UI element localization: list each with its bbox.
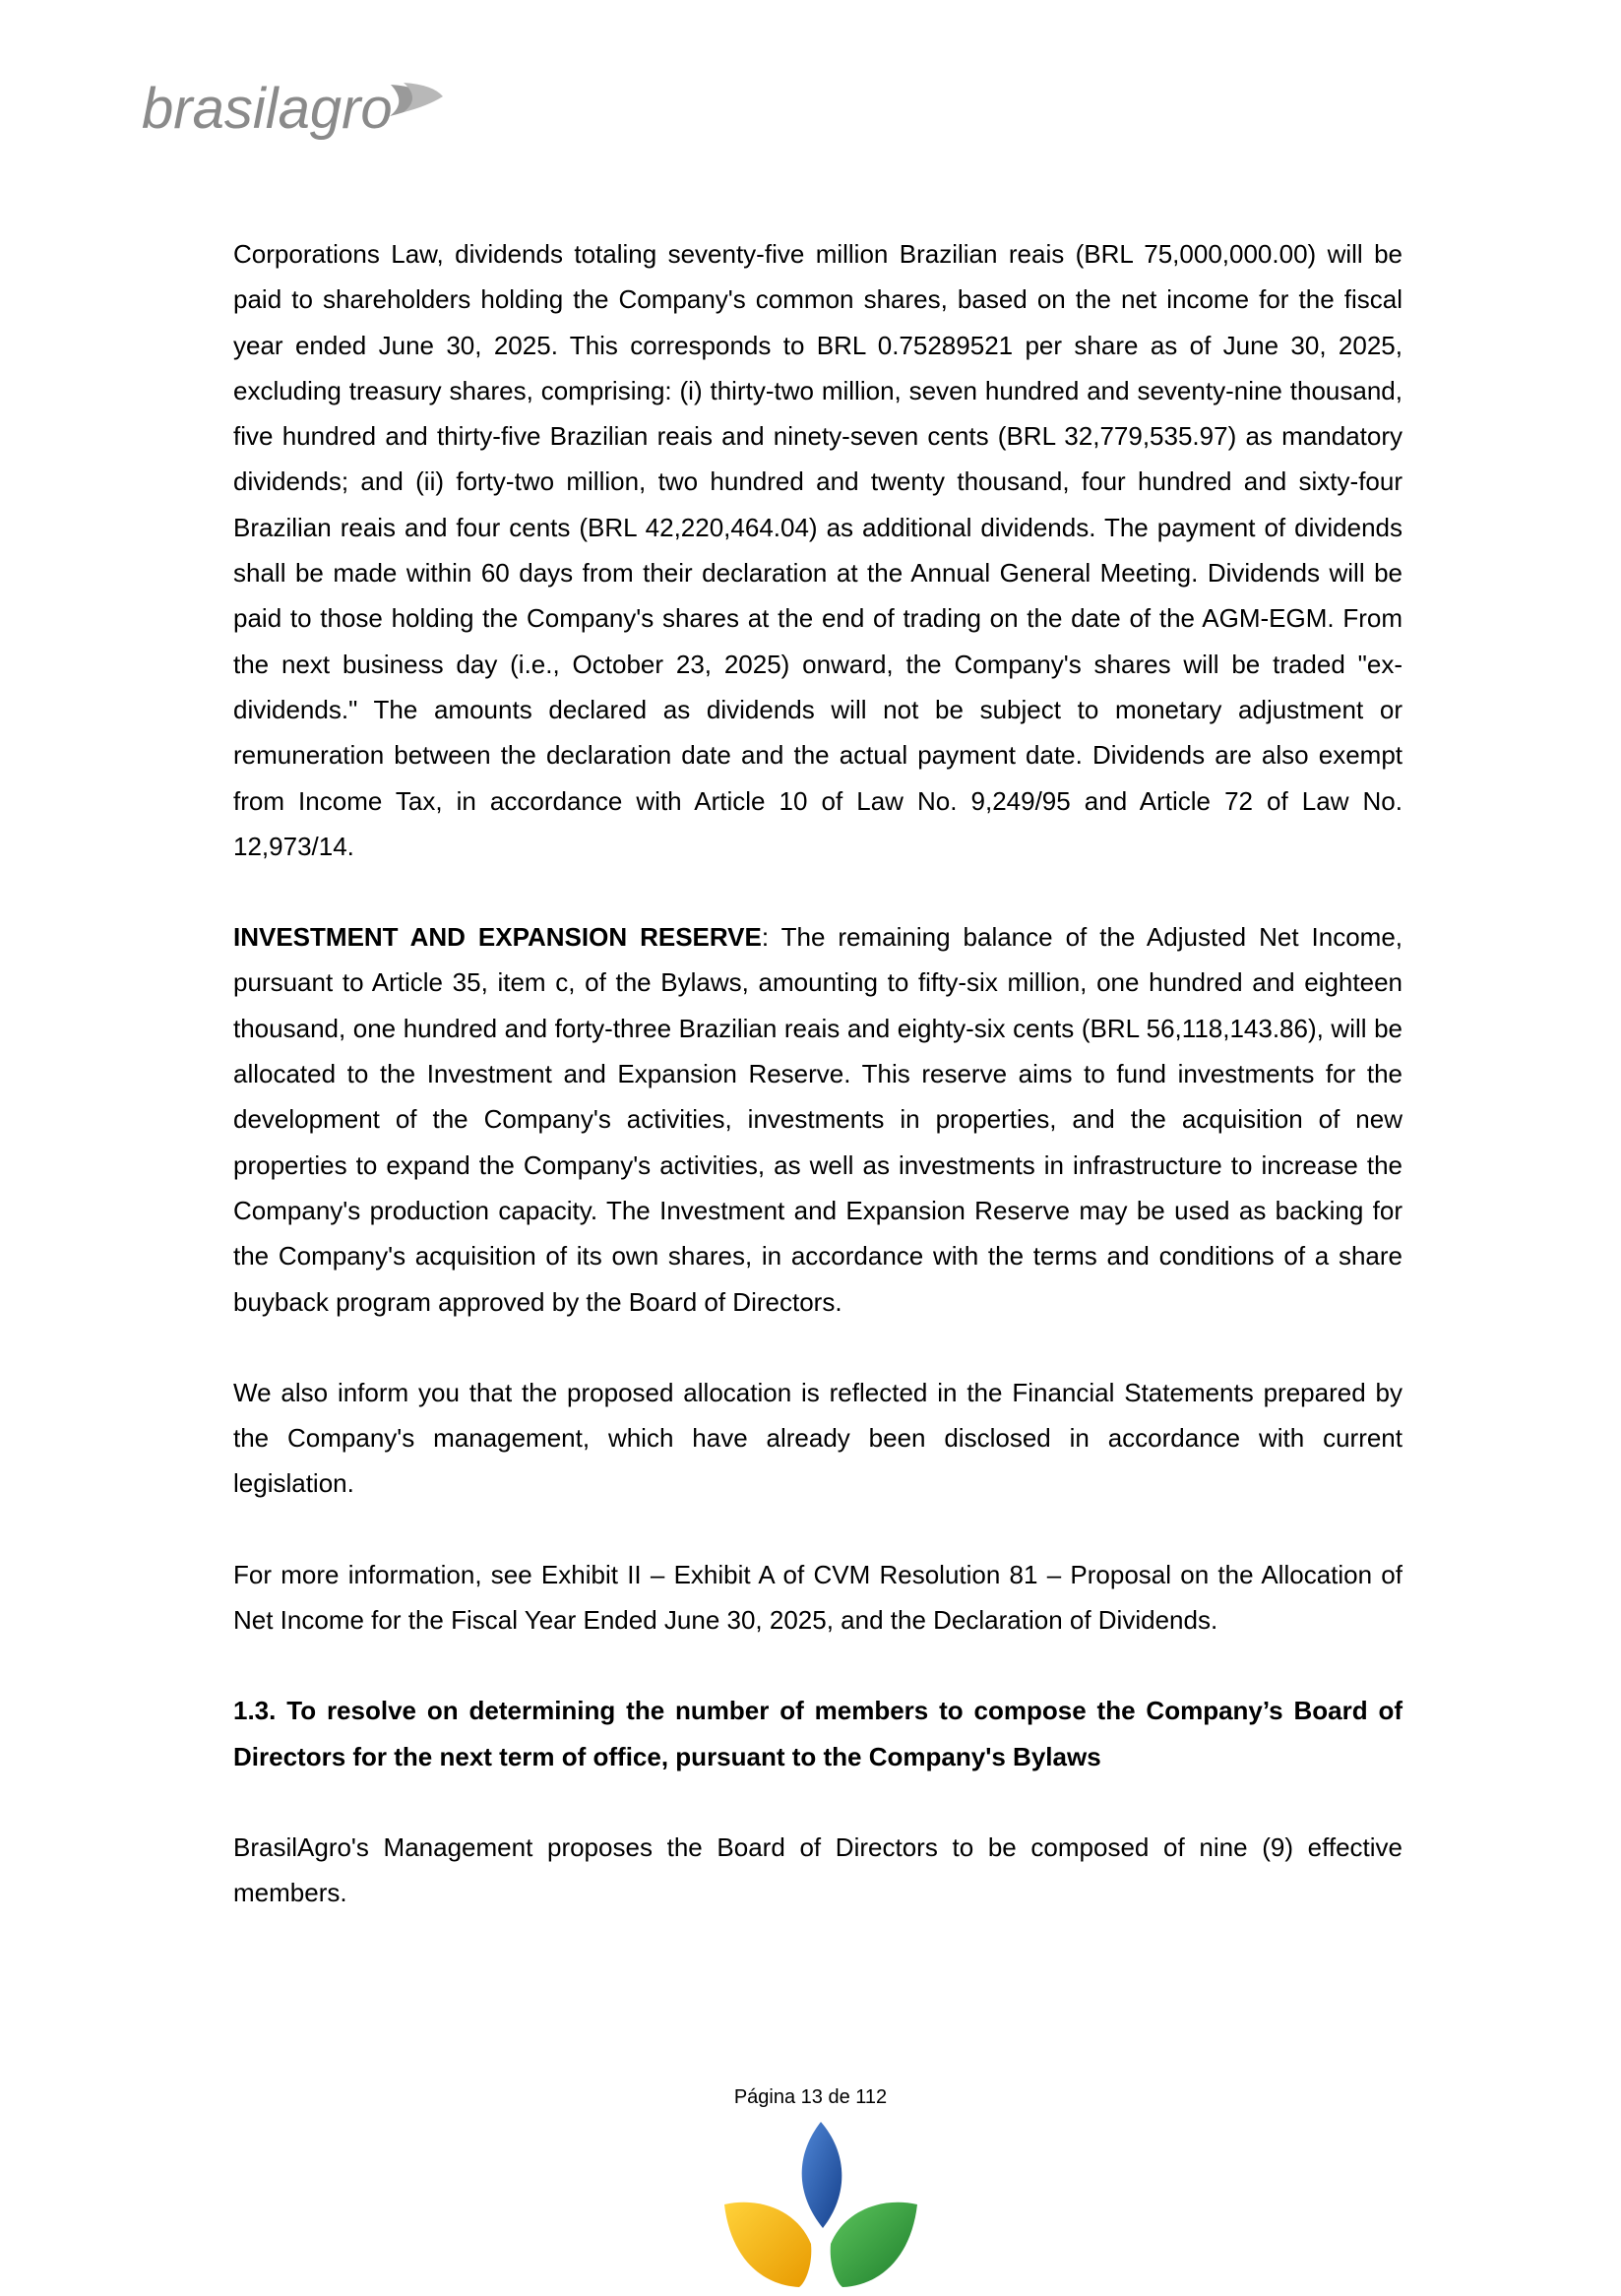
logo-chevrons-icon bbox=[390, 83, 443, 116]
dividends-paragraph: Corporations Law, dividends totaling seventy-five million Brazilian reais (BRL 75,000,000.00) will be paid to shareholders holding the Company's common shares, based on the net income for the fiscal year ended June 30, 2025. This corresponds to BRL 0.75289521 per share as of June 30, 2025, excluding treasury shares, comprising: (i) thirty-two million, seven hundred and seventy-nine thousand, five hundred and thirty-five Brazilian reais and ninety-seven cents (BRL 32,779,535.97) as mandatory dividends; and (ii) forty-two million, two hundred and twenty thousand, four hundred and sixty-four Brazilian reais and four cents (BRL 42,220,464.04) as additional dividends. The payment of dividends shall be made within 60 days from their declaration at the Annual General Meeting. Dividends will be paid to those holding the Company's shares at the end of trading on the date of the AGM-EGM. From the next business day (i.e., October 23, 2025) onward, the Company's shares will be traded "ex-dividends." The amounts declared as dividends will not be subject to monetary adjustment or remuneration between the declaration date and the actual payment date. Dividends are also exempt from Income Tax, in accordance with Article 10 of Law No. 9,249/95 and Article 72 of Law No. 12,973/14. bbox=[233, 239, 1403, 861]
leaves-emblem-icon bbox=[720, 2118, 922, 2291]
logo-wordmark: brasilagro bbox=[142, 77, 393, 141]
logo-graphic bbox=[140, 71, 445, 150]
investment-reserve-text: : The remaining balance of the Adjusted Net Income, pursuant to Article 35, item c, of the Bylaws, amounting to fifty-six million, one hundred and eighteen thousand, one hundred and forty-three Brazilian reais and eighty-six cents (BRL 56,118,143.86), will be allocated to the Investment and Expansion Reserve. This reserve aims to fund investments for the development of the Company's activities, investments in properties, and the acquisition of new properties to expand the Company's activities, as well as investments in infrastructure to increase the Company's production capacity. The Investment and Expansion Reserve may be used as backing for the Company's acquisition of its own shares, in accordance with the terms and conditions of a share buyback program approved by the Board of Directors. bbox=[233, 922, 1403, 1317]
yellow-leaf bbox=[724, 2203, 811, 2287]
brasilagro-logo bbox=[140, 71, 445, 150]
investment-reserve-paragraph bbox=[233, 914, 1403, 1325]
financial-statements-paragraph: We also inform you that the proposed allocation is reflected in the Financial Statements prepared by the Company's management, which have already been disclosed in accordance with current legislation. bbox=[233, 1377, 1403, 1499]
investment-reserve-title: INVESTMENT AND EXPANSION RESERVE bbox=[233, 922, 762, 953]
document-body bbox=[233, 231, 1403, 1961]
leaves-emblem bbox=[720, 2118, 922, 2291]
page-number: Página 13 de 112 bbox=[733, 2086, 888, 2108]
blue-leaf bbox=[802, 2122, 842, 2228]
board-composition-paragraph: BrasilAgro's Management proposes the Board of Directors to be composed of nine (9) effective members. bbox=[233, 1831, 1403, 1908]
more-information-paragraph: For more information, see Exhibit II – Exhibit A of CVM Resolution 81 – Proposal on the Allocation of Net Income for the Fiscal Year Ended June 30, 2025, and the Declaration of Dividends. bbox=[233, 1559, 1403, 1636]
section-heading-1-3: 1.3. To resolve on determining the number of members to compose the Company’s Board of Directors for the next term of office, pursuant to the Company's Bylaws bbox=[233, 1696, 1403, 1771]
green-leaf bbox=[831, 2203, 917, 2287]
